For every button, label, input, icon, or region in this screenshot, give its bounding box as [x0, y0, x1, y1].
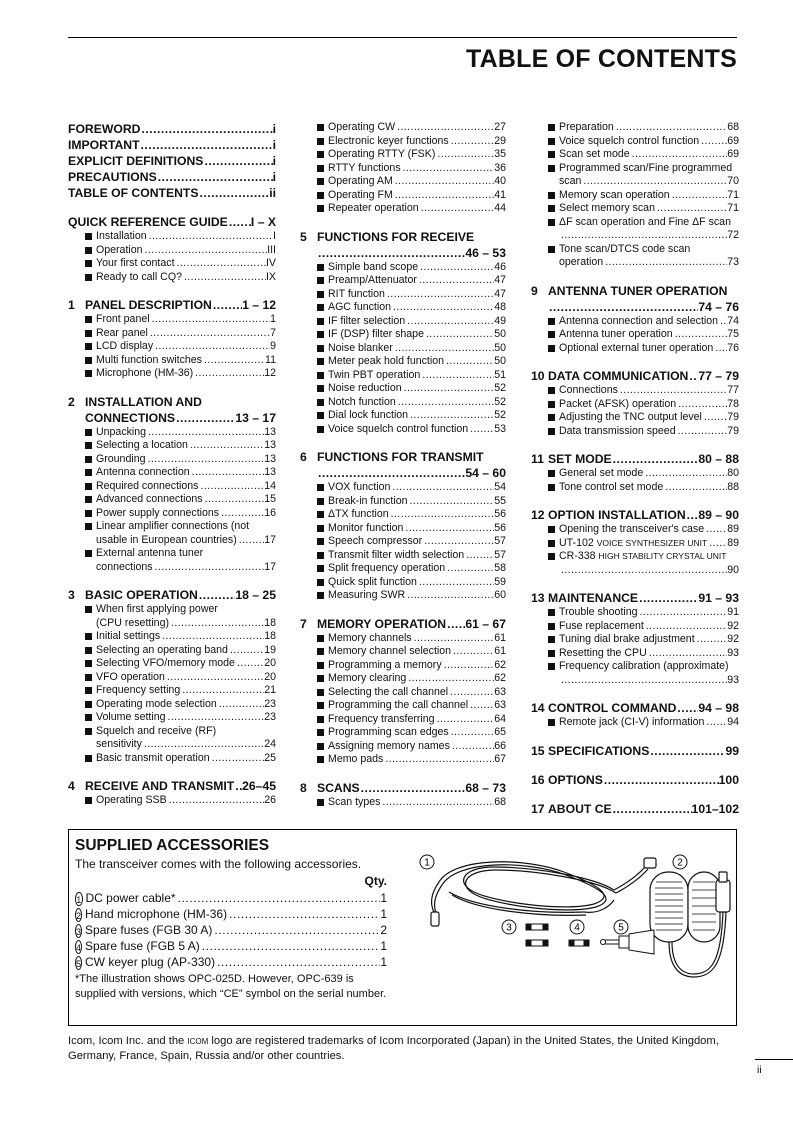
accessory-item: 1 DC power cable* ..... 1	[75, 890, 387, 906]
toc-item[interactable]: LCD display ..... 9	[68, 340, 276, 354]
toc-item-frequency-calibration[interactable]: Frequency calibration (approximate)	[531, 660, 739, 674]
toc-entry-foreword[interactable]: FOREWORD ..... i	[68, 121, 276, 137]
toc-item-continuation[interactable]: ..... 72	[531, 229, 739, 243]
section-9	[531, 283, 739, 356]
toc-item[interactable]: Frequency setting ..... 21	[68, 684, 276, 698]
section-heading[interactable]: 14 CONTROL COMMAND ..... 94 – 98	[531, 700, 739, 716]
toc-item[interactable]: General set mode ..... 80	[531, 467, 739, 481]
section-heading-line1[interactable]: 5 FUNCTIONS FOR RECEIVE	[300, 229, 475, 244]
toc-item-squelch[interactable]: Squelch and receive (RF)	[68, 725, 276, 739]
top-rule	[68, 37, 737, 38]
section-heading-line2[interactable]: ..... 54 – 60	[300, 465, 506, 481]
toc-item[interactable]: Trouble shooting ..... 91	[531, 606, 739, 620]
section-heading[interactable]: 3 BASIC OPERATION ..... 18 – 25	[68, 587, 276, 603]
toc-item[interactable]: Selecting VFO/memory mode ..... 20	[68, 657, 276, 671]
toc-item[interactable]: Assigning memory names ..... 66	[300, 740, 506, 754]
toc-item[interactable]: Dial lock function ..... 52	[300, 409, 506, 423]
page-title: TABLE OF CONTENTS	[466, 45, 737, 73]
accessories-list	[75, 890, 387, 970]
toc-item[interactable]: Fuse replacement ..... 92	[531, 620, 739, 634]
section-heading[interactable]: 15 SPECIFICATIONS ..... 99	[531, 743, 739, 759]
toc-item[interactable]: Resetting the CPU ..... 93	[531, 647, 739, 661]
section-heading-line1[interactable]: 2 INSTALLATION AND	[68, 394, 202, 409]
toc-item[interactable]: ΔTX function ..... 56	[300, 508, 506, 522]
icom-logo: ICOM	[187, 1037, 209, 1046]
accessories-intro: The transceiver comes with the following accessories.	[75, 857, 362, 871]
toc-item-continuation[interactable]: ..... 90	[531, 564, 739, 578]
toc-item[interactable]: Split frequency operation ..... 58	[300, 562, 506, 576]
toc-item[interactable]: Simple band scope ..... 46	[300, 261, 506, 275]
toc-item[interactable]: Unpacking ..... 13	[68, 426, 276, 440]
toc-item[interactable]: Memory channels ..... 61	[300, 632, 506, 646]
section-7	[300, 616, 506, 767]
front-matter	[68, 121, 276, 201]
toc-item-external-tuner[interactable]: External antenna tuner	[68, 547, 276, 561]
toc-item[interactable]: Operation ..... III	[68, 244, 276, 258]
toc-item-continuation[interactable]: (CPU resetting) ..... 18	[68, 617, 276, 631]
section-quick-reference	[68, 214, 276, 284]
toc-item[interactable]: IF (DSP) filter shape ..... 50	[300, 328, 506, 342]
illustration-label-5	[614, 920, 628, 934]
toc-item[interactable]: Optional external tuner operation ..... 76	[531, 342, 739, 356]
toc-item-continuation[interactable]: sensitivity ..... 24	[68, 738, 276, 752]
toc-item-ut102[interactable]: UT-102 VOICE SYNTHESIZER UNIT ..... 89	[531, 537, 739, 551]
toc-item[interactable]: Operating mode selection ..... 23	[68, 698, 276, 712]
toc-item[interactable]: Advanced connections ..... 15	[68, 493, 276, 507]
toc-item-delta-f-scan[interactable]: ΔF scan operation and Fine ΔF scan	[531, 216, 739, 230]
toc-entry-table-of-contents[interactable]: TABLE OF CONTENTS ..... ii	[68, 185, 276, 201]
toc-item[interactable]: Memory channel selection ..... 61	[300, 645, 506, 659]
toc-item[interactable]: Operating SSB ..... 26	[68, 794, 276, 808]
section-heading[interactable]: 13 MAINTENANCE ..... 91 – 93	[531, 590, 739, 606]
toc-item[interactable]: Installation ..... I	[68, 230, 276, 244]
accessory-item: 5 CW keyer plug (AP-330) ..... 1	[75, 954, 387, 970]
section-4-continued	[300, 121, 506, 216]
section-heading[interactable]: QUICK REFERENCE GUIDE ..... I – X	[68, 214, 276, 230]
toc-item[interactable]: Speech compressor ..... 57	[300, 535, 506, 549]
section-8-continued	[531, 121, 739, 270]
toc-item[interactable]: Twin PBT operation ..... 51	[300, 369, 506, 383]
toc-item[interactable]: Data transmission speed ..... 79	[531, 425, 739, 439]
toc-item[interactable]: Initial settings ..... 18	[68, 630, 276, 644]
illustration-label-1	[420, 855, 434, 869]
accessories-illustration	[414, 852, 734, 1017]
section-heading[interactable]: 4 RECEIVE AND TRANSMIT ..... 26–45	[68, 778, 276, 794]
toc-item[interactable]: Connections ..... 77	[531, 384, 739, 398]
spare-fuses-30a-drawing	[526, 924, 548, 946]
toc-item[interactable]: Opening the transceiver's case ..... 89	[531, 523, 739, 537]
toc-item-continuation[interactable]: connections ..... 17	[68, 561, 276, 575]
section-12	[531, 507, 739, 577]
toc-item[interactable]: Multi function switches ..... 11	[68, 354, 276, 368]
toc-item[interactable]: Noise reduction ..... 52	[300, 382, 506, 396]
toc-item[interactable]: Break-in function ..... 55	[300, 495, 506, 509]
toc-item-continuation[interactable]: scan ..... 70	[531, 175, 739, 189]
section-8	[300, 780, 506, 810]
toc-entry-precautions[interactable]: PRECAUTIONS ..... i	[68, 169, 276, 185]
toc-item[interactable]: Notch function ..... 52	[300, 396, 506, 410]
accessory-item: 3 Spare fuses (FGB 30 A) ..... 2	[75, 922, 387, 938]
svg-text:3: 3	[506, 922, 512, 934]
section-3	[68, 587, 276, 765]
section-heading[interactable]: 10 DATA COMMUNICATION ..... 77 – 79	[531, 368, 739, 384]
toc-item[interactable]: Scan types ..... 68	[300, 796, 506, 810]
section-13	[531, 590, 739, 687]
section-14	[531, 700, 739, 730]
svg-text:5: 5	[618, 922, 624, 934]
toc-item[interactable]: Operating RTTY (FSK) ..... 35	[300, 148, 506, 162]
accessories-title: SUPPLIED ACCESSORIES	[75, 837, 270, 854]
toc-entry-important[interactable]: IMPORTANT ..... i	[68, 137, 276, 153]
section-6	[300, 449, 506, 603]
section-2	[68, 394, 276, 575]
toc-item[interactable]: VOX function ..... 54	[300, 481, 506, 495]
section-11	[531, 451, 739, 494]
cw-keyer-plug-drawing	[601, 930, 655, 954]
toc-item-continuation[interactable]: ..... 93	[531, 674, 739, 688]
section-heading[interactable]: 1 PANEL DESCRIPTION ..... 1 – 12	[68, 297, 276, 313]
section-heading[interactable]: 7 MEMORY OPERATION ..... 61 – 67	[300, 616, 506, 632]
toc-item[interactable]: Frequency transferring ..... 64	[300, 713, 506, 727]
svg-text:2: 2	[677, 857, 683, 869]
toc-item[interactable]: Ready to call CQ? ..... IX	[68, 271, 276, 285]
section-4	[68, 778, 276, 808]
toc-item[interactable]: Grounding ..... 13	[68, 453, 276, 467]
toc-item[interactable]: Noise blanker ..... 50	[300, 342, 506, 356]
section-heading-line2[interactable]: CONNECTIONS ..... 13 – 17	[68, 410, 276, 426]
page-number: ii	[757, 1064, 762, 1076]
toc-item[interactable]: RIT function ..... 47	[300, 288, 506, 302]
toc-item[interactable]: Measuring SWR ..... 60	[300, 589, 506, 603]
toc-item-programmed-scan[interactable]: Programmed scan/Fine programmed	[531, 162, 739, 176]
section-10	[531, 368, 739, 438]
toc-item[interactable]: Basic transmit operation ..... 25	[68, 752, 276, 766]
toc-item-first-power[interactable]: When first applying power	[68, 603, 276, 617]
toc-item[interactable]: Rear panel ..... 7	[68, 327, 276, 341]
toc-item[interactable]: Operating CW ..... 27	[300, 121, 506, 135]
toc-item[interactable]: Meter peak hold function ..... 50	[300, 355, 506, 369]
toc-item[interactable]: Front panel ..... 1	[68, 313, 276, 327]
toc-item[interactable]: Voice squelch control function ..... 69	[531, 135, 739, 149]
toc-item[interactable]: Electronic keyer functions ..... 29	[300, 135, 506, 149]
illustration-label-3	[502, 920, 516, 934]
toc-item[interactable]: Volume setting ..... 23	[68, 711, 276, 725]
illustration-label-2	[673, 855, 687, 869]
toc-item[interactable]: Scan set mode ..... 69	[531, 148, 739, 162]
toc-item[interactable]: AGC function ..... 48	[300, 301, 506, 315]
section-heading-line1[interactable]: 6 FUNCTIONS FOR TRANSMIT	[300, 450, 484, 464]
toc-item[interactable]: Memory scan operation ..... 71	[531, 189, 739, 203]
qty-header: Qty.	[364, 874, 387, 888]
section-17	[531, 801, 739, 817]
toc-item[interactable]: Monitor function ..... 56	[300, 522, 506, 536]
section-5	[300, 229, 506, 437]
toc-item[interactable]: Selecting a location ..... 13	[68, 439, 276, 453]
toc-item[interactable]: Tone control set mode ..... 88	[531, 481, 739, 495]
toc-item[interactable]: RTTY functions ..... 36	[300, 162, 506, 176]
section-16	[531, 772, 739, 788]
toc-item[interactable]: Preamp/Attenuator ..... 47	[300, 274, 506, 288]
section-heading[interactable]: 17 ABOUT CE ..... 101–102	[531, 801, 739, 817]
toc-item[interactable]: Selecting the call channel ..... 63	[300, 686, 506, 700]
toc-item-cr338[interactable]: CR-338 HIGH STABILITY CRYSTAL UNIT	[531, 550, 739, 564]
toc-item[interactable]: Select memory scan ..... 71	[531, 202, 739, 216]
toc-item[interactable]: Power supply connections ..... 16	[68, 507, 276, 521]
accessory-item: 2 Hand microphone (HM-36) ..... 1	[75, 906, 387, 922]
section-1	[68, 297, 276, 381]
page-number-rule	[755, 1059, 793, 1060]
toc-item[interactable]: Quick split function ..... 59	[300, 576, 506, 590]
toc-item[interactable]: Packet (AFSK) operation ..... 78	[531, 398, 739, 412]
toc-entry-explicit-definitions[interactable]: EXPLICIT DEFINITIONS ..... i	[68, 153, 276, 169]
supplied-accessories-box	[68, 829, 737, 1026]
toc-item-linear-amplifier[interactable]: Linear amplifier connections (not	[68, 520, 276, 534]
toc-item[interactable]: IF filter selection ..... 49	[300, 315, 506, 329]
toc-item[interactable]: Antenna connection and selection ..... 74	[531, 315, 739, 329]
accessory-item: 4 Spare fuse (FGB 5 A) ..... 1	[75, 938, 387, 954]
toc-item[interactable]: Operating AM ..... 40	[300, 175, 506, 189]
toc-item[interactable]: Voice squelch control function ..... 53	[300, 423, 506, 437]
illustration-label-4	[570, 920, 584, 934]
toc-column-3	[531, 121, 739, 817]
toc-column-2	[300, 121, 506, 809]
section-heading[interactable]: 12 OPTION INSTALLATION ..... 89 – 90	[531, 507, 739, 523]
dc-power-cable-drawing	[431, 858, 656, 926]
toc-item-continuation[interactable]: usable in European countries) ..... 17	[68, 534, 276, 548]
toc-item[interactable]: Memory clearing ..... 62	[300, 672, 506, 686]
toc-item[interactable]: Tuning dial brake adjustment ..... 92	[531, 633, 739, 647]
toc-item[interactable]: Your first contact ..... IV	[68, 257, 276, 271]
toc-item[interactable]: Microphone (HM-36) ..... 12	[68, 367, 276, 381]
section-15	[531, 743, 739, 759]
section-heading[interactable]: 8 SCANS ..... 68 – 73	[300, 780, 506, 796]
toc-item[interactable]: Programming scan edges ..... 65	[300, 726, 506, 740]
toc-item[interactable]: Programming the call channel ..... 63	[300, 699, 506, 713]
toc-item[interactable]: Antenna connection ..... 13	[68, 466, 276, 480]
toc-item[interactable]: Adjusting the TNC output level ..... 79	[531, 411, 739, 425]
toc-column-1	[68, 121, 276, 808]
toc-item-continuation[interactable]: operation ..... 73	[531, 256, 739, 270]
section-heading-line2[interactable]: ..... 46 – 53	[300, 245, 506, 261]
toc-item[interactable]: Antenna tuner operation ..... 75	[531, 328, 739, 342]
hand-microphone-drawing	[650, 872, 730, 977]
toc-item[interactable]: Operating FM ..... 41	[300, 189, 506, 203]
section-heading[interactable]: 16 OPTIONS ..... 100	[531, 772, 739, 788]
section-heading-line1[interactable]: 9 ANTENNA TUNER OPERATION	[531, 283, 728, 298]
accessories-footnote: *The illustration shows OPC-025D. However, OPC-639 is supplied with versions, which “CE” symbol on the serial number.	[75, 973, 387, 1000]
toc-item[interactable]: Selecting an operating band ..... 19	[68, 644, 276, 658]
toc-item[interactable]: Transmit filter width selection ..... 57	[300, 549, 506, 563]
spare-fuse-5a-drawing	[569, 940, 589, 946]
toc-item[interactable]: Remote jack (CI-V) information ..... 94	[531, 716, 739, 730]
toc-item[interactable]: Repeater operation ..... 44	[300, 202, 506, 216]
section-heading[interactable]: 11 SET MODE ..... 80 – 88	[531, 451, 739, 467]
toc-item[interactable]: Preparation ..... 68	[531, 121, 739, 135]
toc-item[interactable]: VFO operation ..... 20	[68, 671, 276, 685]
trademark-notice: Icom, Icom Inc. and the ICOM logo are registered trademarks of Icom Incorporated (Japan) in the United States, the United Kingdom, Germany, France, Spain, Russia and/or other countries.	[68, 1035, 719, 1062]
svg-text:1: 1	[424, 857, 430, 869]
toc-item[interactable]: Memo pads ..... 67	[300, 753, 506, 767]
toc-item-tone-scan[interactable]: Tone scan/DTCS code scan	[531, 243, 739, 257]
toc-item[interactable]: Programming a memory ..... 62	[300, 659, 506, 673]
section-heading-line2[interactable]: ..... 74 – 76	[531, 299, 739, 315]
toc-item[interactable]: Required connections ..... 14	[68, 480, 276, 494]
svg-text:4: 4	[574, 922, 580, 934]
